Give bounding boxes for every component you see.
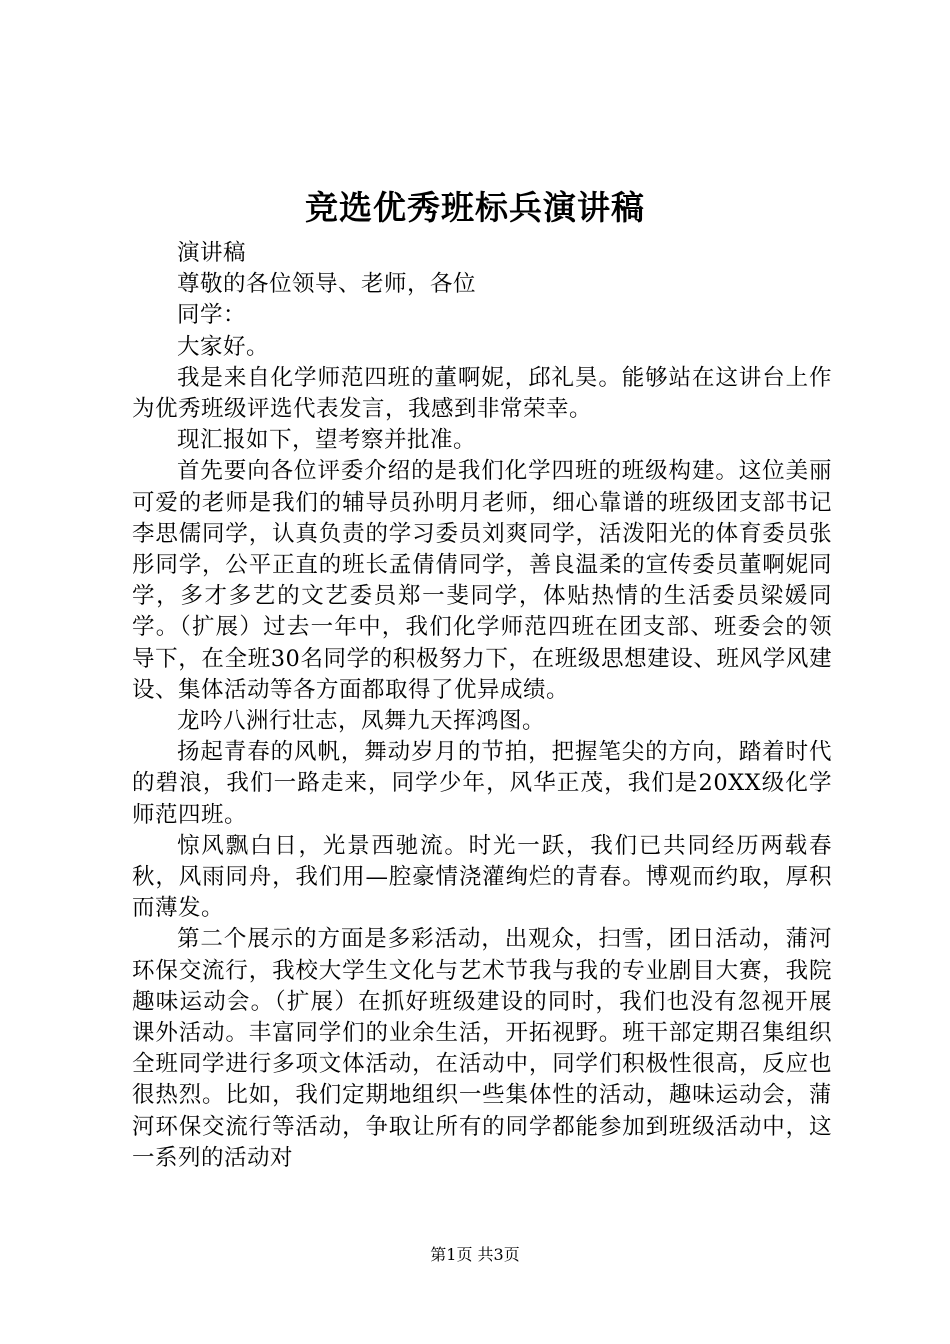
paragraph: 现汇报如下，望考察并批准。 [177, 427, 477, 454]
page-footer: 第1页 共3页 [430, 1245, 520, 1264]
paragraph: 首先要向各位评委介绍的是我们化学四班的班级构建。这位美丽可爱的老师是我们的辅导员孙明月老师，细心靠谱的班级团支部书记李思儒同学，认真负责的学习委员刘爽同学，活泼阳光的体育委员张彤同学，公平正直的班长孟倩倩同学，善良温柔的宣传委员董啊妮同学，多才多艺的文艺委员郑一斐同学，体贴热情的生活委员梁媛同学。（扩展）过去一年中，我们化学师范四班在团支部、班委会的领导下，在全班30名同学的积极努力下，在班级思想建设、班风学风建设、集体活动等各方面都取得了优异成绩。 [132, 458, 832, 703]
paragraph: 我是来自化学师范四班的董啊妮，邱礼昊。能够站在这讲台上作为优秀班级评选代表发言，我感到非常荣幸。 [132, 364, 832, 423]
paragraph: 扬起青春的风帆，舞动岁月的节拍，把握笔尖的方向，踏着时代的碧浪，我们一路走来，同学少年，风华正茂，我们是20XX级化学师范四班。 [132, 739, 832, 828]
paragraph: 龙吟八洲行壮志，凤舞九天挥鸿图。 [177, 708, 546, 735]
paragraph: 尊敬的各位领导、老师，各位 [177, 271, 477, 298]
document-body [132, 238, 832, 1174]
paragraph: 第二个展示的方面是多彩活动，出观众，扫雪，团日活动，蒲河环保交流行，我校大学生文化与艺术节我与我的专业剧目大赛，我院趣味运动会。（扩展）在抓好班级建设的同时，我们也没有忽视开展课外活动。丰富同学们的业余生活，开拓视野。班干部定期召集组织全班同学进行多项文体活动，在活动中，同学们积极性很高，反应也很热烈。比如，我们定期地组织一些集体性的活动，趣味运动会，蒲河环保交流行等活动，争取让所有的同学都能参加到班级活动中，这一系列的活动对 [132, 926, 832, 1171]
paragraph: 同学： [177, 302, 247, 329]
paragraph: 大家好。 [177, 333, 270, 360]
paragraph: 惊风飘白日，光景西驰流。时光一跃，我们已共同经历两载春秋，风雨同舟，我们用—腔豪情浇灌绚烂的青春。博观而约取，厚积而薄发。 [132, 832, 832, 922]
document-title: 竞选优秀班标兵演讲稿 [305, 188, 645, 227]
paragraph: 演讲稿 [177, 240, 247, 266]
